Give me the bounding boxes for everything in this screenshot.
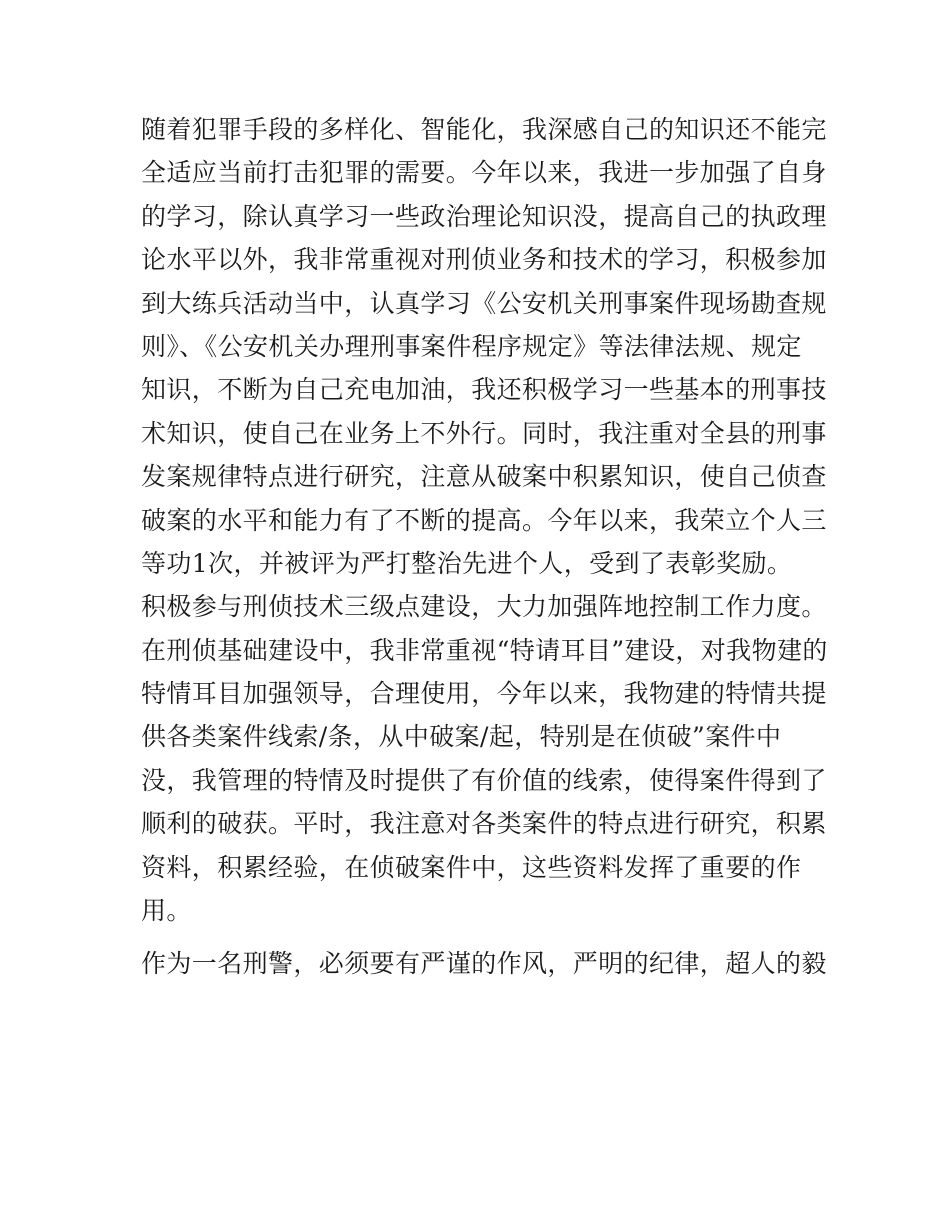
text-line: 论水平以外，我非常重视对刑侦业务和技术的学习，积极参加 [141,245,827,275]
text-line: 的学习，除认真学习一些政治理论知识没，提高自己的执政理 [141,201,827,231]
text-line: 全适应当前打击犯罪的需要。今年以来，我进一步加强了自身 [141,158,827,188]
text-line: 供各类案件线索/条，从中破案/起，特别是在侦破”案件中 [141,722,782,752]
text-line: 特情耳目加强领导，合理使用，今年以来，我物建的特情共提 [141,679,827,709]
text-line: 等功1次，并被评为严打整治先进个人，受到了表彰奖励。 [141,548,793,578]
text-line: 在刑侦基础建设中，我非常重视“特请耳目”建设，对我物建的 [141,635,828,665]
text-line: 没，我管理的特情及时提供了有价值的线索，使得案件得到了 [141,765,827,795]
text-line: 知识，不断为自己充电加油，我还积极学习一些基本的刑事技 [141,375,827,405]
document-body [141,108,828,986]
text-line: 顺利的破获。平时，我注意对各类案件的特点进行研究，积累 [141,809,827,839]
text-line: 用。 [141,896,192,926]
text-line: 则》、《公安机关办理刑事案件程序规定》等法律法规、规定 [141,331,802,361]
text-line: 破案的水平和能力有了不断的提高。今年以来，我荣立个人三 [141,505,827,535]
text-line: 发案规律特点进行研究，注意从破案中积累知识，使自己侦查 [141,462,827,492]
text-line: 作为一名刑警，必须要有严谨的作风，严明的纪律，超人的毅 [141,949,827,979]
text-line: 资料，积累经验，在侦破案件中，这些资料发挥了重要的作 [141,852,802,882]
text-line: 到大练兵活动当中，认真学习《公安机关刑事案件现场勘查规 [141,288,827,318]
text-line: 积极参与刑侦技术三级点建设，大力加强阵地控制工作力度。 [141,592,827,622]
text-line: 术知识，使自己在业务上不外行。同时，我注重对全县的刑事 [141,418,827,448]
text-line: 随着犯罪手段的多样化、智能化，我深感自己的知识还不能完 [141,115,827,144]
